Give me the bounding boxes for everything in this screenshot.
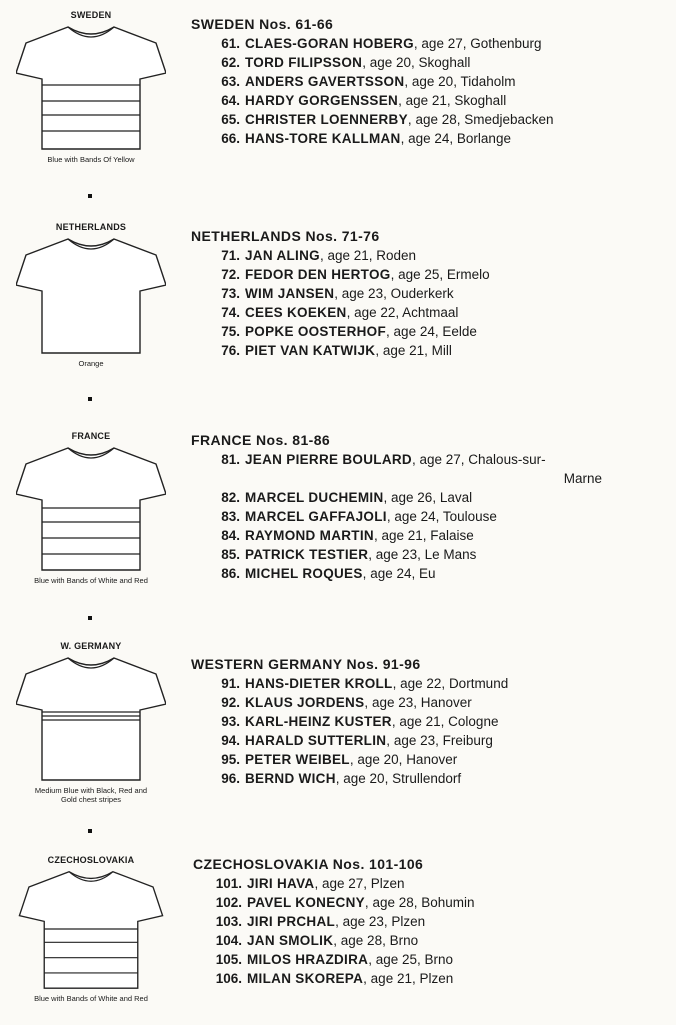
rider-number: 76.: [221, 343, 240, 358]
rider-row: 82. MARCEL DUCHEMIN, age 26, Laval: [191, 488, 661, 507]
rider-hometown: Toulouse: [442, 509, 497, 524]
rider-row: 83. MARCEL GAFFAJOLI, age 24, Toulouse: [191, 507, 661, 526]
rider-hometown: Eu: [419, 566, 436, 581]
rider-name: HARDY GORGENSSEN: [245, 93, 399, 108]
rider-age: age 20: [343, 771, 385, 786]
rider-name: JAN SMOLIK: [247, 933, 334, 948]
jersey-panel: [0, 431, 182, 585]
rider-age: age 23: [375, 547, 418, 562]
rider-row: 106. MILAN SKOREPA, age 21, Plzen: [193, 969, 663, 988]
rider-number: 64.: [221, 93, 240, 108]
rider-number: 82.: [221, 490, 240, 505]
rider-age: age 27: [321, 876, 364, 891]
jersey-panel: [0, 641, 182, 804]
rider-name: HANS-DIETER KROLL: [245, 676, 393, 691]
jersey-illustration: [16, 652, 166, 784]
rider-age: age 24: [393, 324, 435, 339]
jersey-description: Blue with Bands of White and Red: [34, 994, 148, 1003]
rider-number: 102.: [215, 895, 242, 910]
rider-row: 102. PAVEL KONECNY, age 28, Bohumin: [193, 893, 663, 912]
rider-row: 65. CHRISTER LOENNERBY, age 28, Smedjebacken: [191, 110, 661, 129]
jersey-illustration: [16, 866, 166, 992]
rider-age: age 20: [411, 74, 454, 89]
rider-name: POPKE OOSTERHOF: [245, 324, 387, 339]
jersey-illustration: [16, 442, 166, 574]
rider-number: 72.: [221, 267, 240, 282]
rider-row: 72. FEDOR DEN HERTOG, age 25, Ermelo: [191, 265, 661, 284]
rider-hometown: Roden: [376, 248, 417, 263]
rider-row: 103. JIRI PRCHAL, age 23, Plzen: [193, 912, 663, 931]
team-name: CZECHOSLOVAKIA: [193, 856, 329, 872]
rider-number: 61.: [221, 36, 240, 51]
rider-number: 65.: [221, 112, 240, 127]
team-name: FRANCE: [191, 432, 252, 448]
rider-age: age 21: [381, 528, 423, 543]
rider-hometown: Plzen: [370, 876, 405, 891]
team-numbers: Nos. 81-86: [256, 432, 331, 448]
rider-age: age 23: [371, 695, 414, 710]
rider-row: 61. CLAES-GORAN HOBERG, age 27, Gothenburg: [191, 34, 661, 53]
rider-name: WIM JANSEN: [245, 286, 335, 301]
rider-name: JIRI HAVA: [247, 876, 315, 891]
rider-number: 93.: [221, 714, 240, 729]
rider-name: FEDOR DEN HERTOG: [245, 267, 391, 282]
rider-name: CLAES-GORAN HOBERG: [245, 36, 414, 51]
roster-title: [191, 656, 661, 672]
country-label: SWEDEN: [70, 10, 112, 20]
rider-hometown: Borlange: [456, 131, 511, 146]
rider-age: age 27: [421, 36, 463, 51]
rider-number: 81.: [221, 452, 240, 467]
country-label: FRANCE: [71, 431, 111, 441]
rider-row: 76. PIET VAN KATWIJK, age 21, Mill: [191, 341, 661, 360]
rider-name: KLAUS JORDENS: [245, 695, 365, 710]
rider-number: 66.: [221, 131, 240, 146]
rider-number: 63.: [221, 74, 240, 89]
rider-number: 96.: [221, 771, 240, 786]
rider-name: HANS-TORE KALLMAN: [245, 131, 401, 146]
team-numbers: Nos. 71-76: [305, 228, 380, 244]
jersey-description: Blue with Bands Of Yellow: [47, 155, 135, 164]
rider-row: 92. KLAUS JORDENS, age 23, Hanover: [191, 693, 661, 712]
jersey-panel: [0, 222, 182, 368]
rider-name: KARL-HEINZ KUSTER: [245, 714, 392, 729]
rider-number: 71.: [221, 248, 240, 263]
rider-number: 75.: [221, 324, 240, 339]
rider-row: 91. HANS-DIETER KROLL, age 22, Dortmund: [191, 674, 661, 693]
section-divider-dot: [88, 397, 92, 401]
rider-hometown: Tidaholm: [460, 74, 516, 89]
rider-hometown: Cologne: [448, 714, 499, 729]
rider-hometown: Brno: [389, 933, 419, 948]
rider-age: age 28: [415, 112, 457, 127]
section-divider-dot: [88, 194, 92, 198]
team-numbers: Nos. 101-106: [332, 856, 424, 872]
rider-hometown-continued: Marne: [563, 471, 602, 486]
rider-name: BERND WICH: [245, 771, 336, 786]
rider-hometown: Plzen: [419, 971, 454, 986]
rider-hometown: Ermelo: [446, 267, 490, 282]
rider-name: MARCEL GAFFAJOLI: [245, 509, 387, 524]
rider-age: age 25: [375, 952, 418, 967]
rider-row: 96. BERND WICH, age 20, Strullendorf: [191, 769, 661, 788]
country-label: CZECHOSLOVAKIA: [47, 855, 135, 865]
rider-name: MILAN SKOREPA: [247, 971, 364, 986]
rider-hometown: Brno: [424, 952, 454, 967]
rider-age: age 23: [341, 286, 384, 301]
rider-hometown: Falaise: [430, 528, 474, 543]
jersey-illustration: [16, 233, 166, 357]
rider-number: 105.: [215, 952, 242, 967]
rider-name: PETER WEIBEL: [245, 752, 350, 767]
rider-age: age 24: [370, 566, 412, 581]
rider-name: MICHEL ROQUES: [245, 566, 363, 581]
jersey-panel: [0, 855, 182, 1003]
rider-row: 75. POPKE OOSTERHOF, age 24, Eelde: [191, 322, 661, 341]
rider-row: 101. JIRI HAVA, age 27, Plzen: [193, 874, 663, 893]
rider-age: age 21: [327, 248, 369, 263]
rider-hometown: Chalous-sur-: [468, 452, 546, 467]
rider-age: age 20: [357, 752, 399, 767]
rider-row: 84. RAYMOND MARTIN, age 21, Falaise: [191, 526, 661, 545]
rider-row: 63. ANDERS GAVERTSSON, age 20, Tidaholm: [191, 72, 661, 91]
jersey-illustration: [16, 21, 166, 153]
rider-age: age 28: [372, 895, 414, 910]
team-roster: [191, 432, 661, 583]
rider-row: 64. HARDY GORGENSSEN, age 21, Skoghall: [191, 91, 661, 110]
rider-row: 93. KARL-HEINZ KUSTER, age 21, Cologne: [191, 712, 661, 731]
rider-age: age 20: [369, 55, 412, 70]
rider-number: 86.: [221, 566, 240, 581]
team-roster: [193, 856, 663, 988]
rider-hometown: Hanover: [406, 752, 458, 767]
rider-name: CEES KOEKEN: [245, 305, 347, 320]
rider-number: 104.: [215, 933, 242, 948]
rider-number: 83.: [221, 509, 240, 524]
rider-age: age 22: [354, 305, 396, 320]
rider-age: age 24: [394, 509, 436, 524]
team-roster: [191, 228, 661, 360]
rider-number: 95.: [221, 752, 240, 767]
country-label: W. GERMANY: [60, 641, 122, 651]
rider-hometown: Laval: [439, 490, 473, 505]
team-name: WESTERN GERMANY: [191, 656, 343, 672]
rider-row: 85. PATRICK TESTIER, age 23, Le Mans: [191, 545, 661, 564]
rider-age: age 21: [405, 93, 447, 108]
rider-age: age 25: [398, 267, 440, 282]
rider-age: age 23: [342, 914, 384, 929]
section-divider-dot: [88, 829, 92, 833]
jersey-description: Orange: [78, 359, 104, 368]
rider-number: 106.: [215, 971, 242, 986]
rider-row: 74. CEES KOEKEN, age 22, Achtmaal: [191, 303, 661, 322]
rider-number: 103.: [215, 914, 242, 929]
rider-hometown: Ouderkerk: [390, 286, 454, 301]
rider-row: 86. MICHEL ROQUES, age 24, Eu: [191, 564, 661, 583]
jersey-panel: [0, 10, 182, 164]
rider-age: age 26: [391, 490, 433, 505]
team-numbers: Nos. 61-66: [259, 16, 334, 32]
rider-number: 91.: [221, 676, 240, 691]
rider-name: MARCEL DUCHEMIN: [245, 490, 384, 505]
rider-row: 81. JEAN PIERRE BOULARD, age 27, Chalous-sur- Marne: [191, 450, 661, 488]
rider-age: age 22: [400, 676, 442, 691]
rider-number: 62.: [221, 55, 240, 70]
rider-age: age 21: [399, 714, 441, 729]
rider-row: 66. HANS-TORE KALLMAN, age 24, Borlange: [191, 129, 661, 148]
rider-row: 105. MILOS HRAZDIRA, age 25, Brno: [193, 950, 663, 969]
team-roster: [191, 16, 661, 148]
rider-row: 62. TORD FILIPSSON, age 20, Skoghall: [191, 53, 661, 72]
rider-hometown: Mill: [431, 343, 452, 358]
rider-age: age 28: [340, 933, 383, 948]
rider-name: JAN ALING: [245, 248, 320, 263]
rider-name: TORD FILIPSSON: [245, 55, 363, 70]
rider-age: age 21: [370, 971, 412, 986]
rider-name: HARALD SUTTERLIN: [245, 733, 387, 748]
rider-hometown: Achtmaal: [402, 305, 459, 320]
team-numbers: Nos. 91-96: [346, 656, 421, 672]
rider-age: age 24: [408, 131, 450, 146]
team-roster: [191, 656, 661, 788]
rider-age: age 27: [419, 452, 461, 467]
section-divider-dot: [88, 616, 92, 620]
roster-title: [193, 856, 663, 872]
rider-name: PAVEL KONECNY: [247, 895, 365, 910]
team-name: NETHERLANDS: [191, 228, 302, 244]
rider-hometown: Skoghall: [454, 93, 507, 108]
rider-number: 92.: [221, 695, 240, 710]
rider-number: 74.: [221, 305, 240, 320]
rider-name: PIET VAN KATWIJK: [245, 343, 376, 358]
rider-hometown: Le Mans: [424, 547, 477, 562]
rider-name: ANDERS GAVERTSSON: [245, 74, 405, 89]
rider-name: PATRICK TESTIER: [245, 547, 369, 562]
rider-number: 94.: [221, 733, 240, 748]
rider-name: JEAN PIERRE BOULARD: [245, 452, 412, 467]
rider-row: 95. PETER WEIBEL, age 20, Hanover: [191, 750, 661, 769]
rider-number: 73.: [221, 286, 240, 301]
rider-age: age 23: [393, 733, 436, 748]
roster-title: [191, 432, 661, 448]
roster-title: [191, 228, 661, 244]
rider-age: age 21: [382, 343, 425, 358]
roster-title: [191, 16, 661, 32]
rider-hometown: Smedjebacken: [464, 112, 554, 127]
rider-hometown: Skoghall: [418, 55, 471, 70]
rider-row: 94. HARALD SUTTERLIN, age 23, Freiburg: [191, 731, 661, 750]
rider-number: 85.: [221, 547, 240, 562]
jersey-description: Blue with Bands of White and Red: [34, 576, 148, 585]
jersey-description: Medium Blue with Black, Red and Gold chest stripes: [34, 786, 148, 804]
rider-row: 104. JAN SMOLIK, age 28, Brno: [193, 931, 663, 950]
team-name: SWEDEN: [191, 16, 255, 32]
rider-name: RAYMOND MARTIN: [245, 528, 374, 543]
rider-row: 71. JAN ALING, age 21, Roden: [191, 246, 661, 265]
rider-name: CHRISTER LOENNERBY: [245, 112, 408, 127]
rider-hometown: Bohumin: [421, 895, 475, 910]
rider-number: 84.: [221, 528, 240, 543]
rider-number: 101.: [215, 876, 242, 891]
rider-hometown: Strullendorf: [392, 771, 462, 786]
rider-hometown: Dortmund: [448, 676, 509, 691]
rider-hometown: Eelde: [442, 324, 477, 339]
rider-hometown: Freiburg: [442, 733, 493, 748]
country-label: NETHERLANDS: [55, 222, 127, 232]
rider-name: JIRI PRCHAL: [247, 914, 336, 929]
rider-hometown: Gothenburg: [470, 36, 542, 51]
rider-hometown: Hanover: [420, 695, 472, 710]
rider-name: MILOS HRAZDIRA: [247, 952, 369, 967]
rider-row: 73. WIM JANSEN, age 23, Ouderkerk: [191, 284, 661, 303]
rider-hometown: Plzen: [391, 914, 426, 929]
